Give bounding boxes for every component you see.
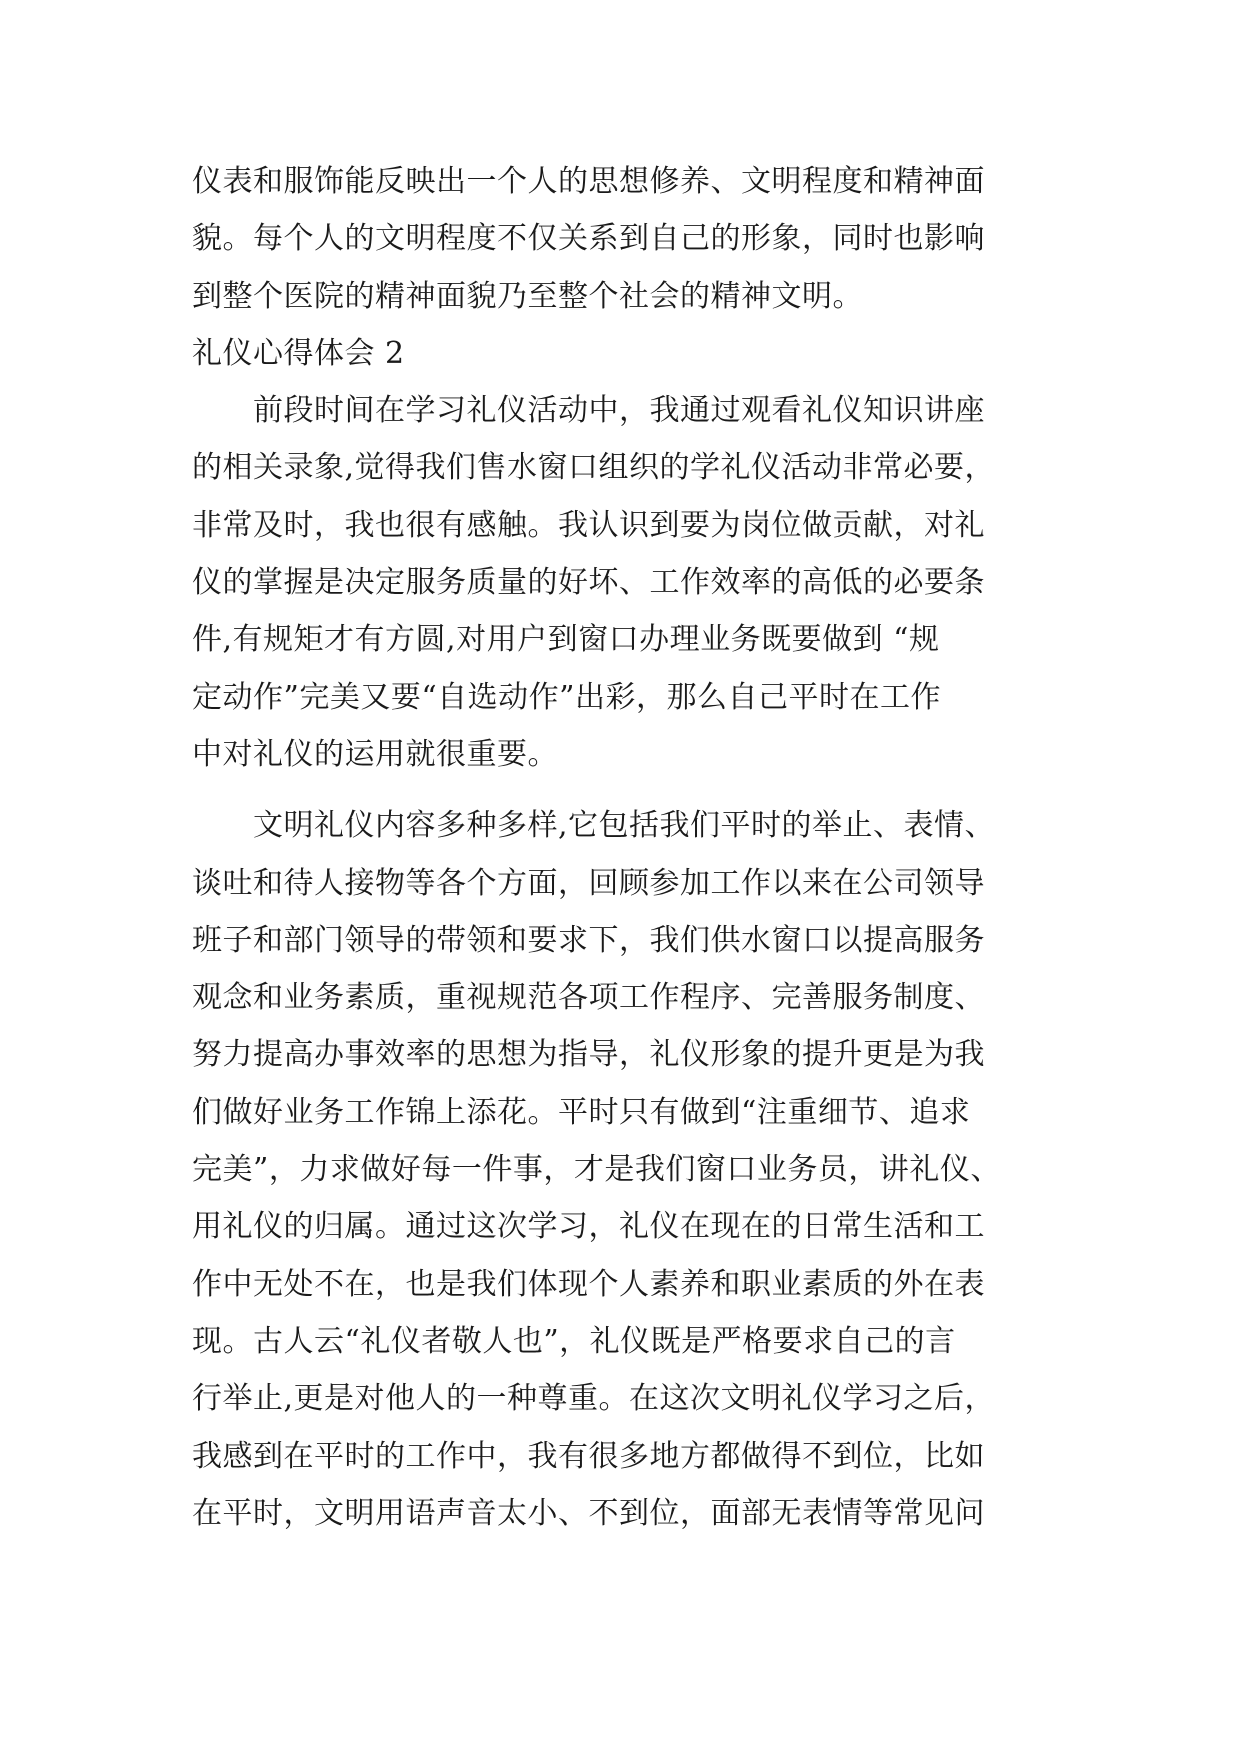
continuation-paragraph	[192, 153, 1060, 325]
paragraph-1	[192, 382, 1060, 783]
text-line: 观念和业务素质，重视规范各项工作程序、完善服务制度、	[192, 980, 985, 1016]
document-page	[192, 153, 1060, 1542]
text-line: 行举止,更是对他人的一种尊重。在这次文明礼仪学习之后，	[192, 1381, 996, 1417]
text-line: 我感到在平时的工作中，我有很多地方都做得不到位，比如	[192, 1438, 985, 1474]
text-line: 件,有规矩才有方圆,对用户到窗口办理业务既要做到 “规	[192, 622, 940, 658]
paragraph-spacer	[192, 783, 1060, 797]
text-line: 文明礼仪内容多种多样,它包括我们平时的举止、表情、	[192, 808, 996, 844]
text-line: 班子和部门领导的带领和要求下，我们供水窗口以提高服务	[192, 922, 985, 958]
text-line: 非常及时，我也很有感触。我认识到要为岗位做贡献，对礼	[192, 507, 985, 543]
text-line: 努力提高办事效率的思想为指导，礼仪形象的提升更是为我	[192, 1037, 985, 1073]
text-line: 在平时，文明用语声音太小、不到位，面部无表情等常见问	[192, 1495, 985, 1531]
text-line: 完美”，力求做好每一件事，才是我们窗口业务员，讲礼仪、	[192, 1152, 1001, 1188]
text-line: 前段时间在学习礼仪活动中，我通过观看礼仪知识讲座	[192, 393, 985, 429]
text-line: 仪表和服饰能反映出一个人的思想修养、文明程度和精神面	[192, 164, 985, 199]
text-line: 谈吐和待人接物等各个方面，回顾参加工作以来在公司领导	[192, 865, 985, 901]
text-line: 现。古人云“礼仪者敬人也”，礼仪既是严格要求自己的言	[192, 1323, 956, 1359]
text-line: 到整个医院的精神面貌乃至整个社会的精神文明。	[192, 278, 863, 314]
text-line: 的相关录象,觉得我们售水窗口组织的学礼仪活动非常必要，	[192, 450, 996, 486]
text-line: 定动作”完美又要“自选动作”出彩，那么自己平时在工作	[192, 679, 942, 715]
section-title: 礼仪心得体会 2	[192, 335, 405, 371]
text-line: 作中无处不在，也是我们体现个人素养和职业素质的外在表	[192, 1266, 985, 1302]
text-line: 们做好业务工作锦上添花。平时只有做到“注重细节、追求	[192, 1094, 971, 1130]
text-line: 貌。每个人的文明程度不仅关系到自己的形象，同时也影响	[192, 221, 985, 257]
text-line: 用礼仪的归属。通过这次学习，礼仪在现在的日常生活和工	[192, 1209, 985, 1245]
paragraph-2	[192, 797, 1060, 1542]
text-line: 仪的掌握是决定服务质量的好坏、工作效率的高低的必要条	[192, 565, 985, 601]
text-line: 中对礼仪的运用就很重要。	[192, 736, 558, 772]
